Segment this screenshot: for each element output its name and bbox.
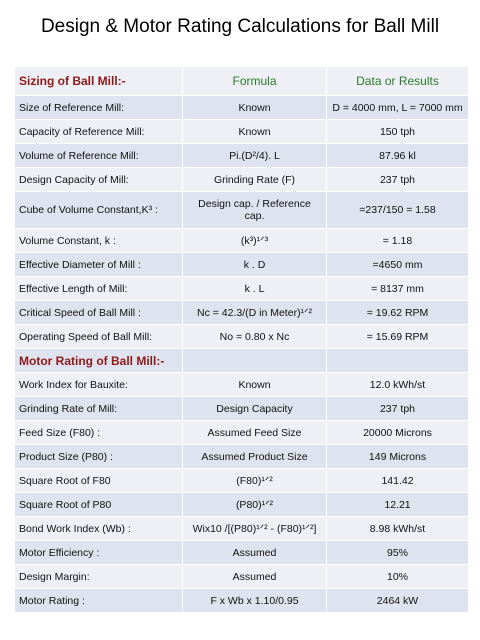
row-label: Motor Efficiency :: [15, 541, 183, 565]
row-label: Square Root of P80: [15, 493, 183, 517]
row-result: 87.96 kl: [327, 144, 469, 168]
row-formula: Design Capacity: [183, 397, 327, 421]
row-result: 141.42: [327, 469, 469, 493]
table-row: [15, 541, 469, 565]
row-label: Design Capacity of Mill:: [15, 168, 183, 192]
table-row: [15, 253, 469, 277]
table-row: [15, 168, 469, 192]
table-row: [15, 120, 469, 144]
row-result: = 1.18: [327, 229, 469, 253]
row-result: 10%: [327, 565, 469, 589]
row-label: Effective Diameter of Mill :: [15, 253, 183, 277]
empty-cell: [183, 349, 327, 373]
row-label: Feed Size (F80) :: [15, 421, 183, 445]
row-label: Product Size (P80) :: [15, 445, 183, 469]
row-formula: Assumed: [183, 565, 327, 589]
row-label: Grinding Rate of Mill:: [15, 397, 183, 421]
row-result: 12.0 kWh/st: [327, 373, 469, 397]
row-formula: k . D: [183, 253, 327, 277]
row-result: 237 tph: [327, 168, 469, 192]
row-formula: Assumed Product Size: [183, 445, 327, 469]
section-header-motor: Motor Rating of Ball Mill:-: [15, 349, 183, 373]
calculation-table: [14, 66, 469, 613]
page-title: Design & Motor Rating Calculations for Ball Mill: [40, 16, 440, 37]
row-label: Capacity of Reference Mill:: [15, 120, 183, 144]
row-formula: Assumed: [183, 541, 327, 565]
table-row: [15, 589, 469, 613]
result-column-header: Data or Results: [327, 67, 469, 96]
empty-cell: [327, 349, 469, 373]
row-formula: F x Wb x 1.10/0.95: [183, 589, 327, 613]
row-formula: Wix10 /[(P80)¹ᐟ² - (F80)¹ᐟ²]: [183, 517, 327, 541]
row-result: = 19.62 RPM: [327, 301, 469, 325]
row-label: Motor Rating :: [15, 589, 183, 613]
row-result: 150 tph: [327, 120, 469, 144]
table-row: [15, 517, 469, 541]
table-row: [15, 229, 469, 253]
row-label: Square Root of F80: [15, 469, 183, 493]
row-label: Size of Reference Mill:: [15, 96, 183, 120]
table-row: [15, 469, 469, 493]
row-formula: Design cap. / Reference cap.: [183, 192, 327, 229]
row-label: Design Margin:: [15, 565, 183, 589]
row-formula: Assumed Feed Size: [183, 421, 327, 445]
row-formula: Known: [183, 96, 327, 120]
row-label: Effective Length of Mill:: [15, 277, 183, 301]
row-formula: No = 0.80 x Nc: [183, 325, 327, 349]
row-result: 8.98 kWh/st: [327, 517, 469, 541]
row-label: Volume Constant, k :: [15, 229, 183, 253]
row-result: D = 4000 mm, L = 7000 mm: [327, 96, 469, 120]
row-formula: (k³)¹ᐟ³: [183, 229, 327, 253]
row-result: 20000 Microns: [327, 421, 469, 445]
row-result: 12.21: [327, 493, 469, 517]
row-label: Volume of Reference Mill:: [15, 144, 183, 168]
row-formula: k . L: [183, 277, 327, 301]
table-row: [15, 325, 469, 349]
row-formula: Nc = 42.3/(D in Meter)¹ᐟ²: [183, 301, 327, 325]
table-row: [15, 565, 469, 589]
row-result: 149 Microns: [327, 445, 469, 469]
row-label: Critical Speed of Ball Mill :: [15, 301, 183, 325]
row-result: = 15.69 RPM: [327, 325, 469, 349]
row-formula: (F80)¹ᐟ²: [183, 469, 327, 493]
header-row: [15, 67, 469, 96]
table-row: [15, 373, 469, 397]
table-row: [15, 192, 469, 229]
formula-column-header: Formula: [183, 67, 327, 96]
table-row: [15, 421, 469, 445]
row-result: =4650 mm: [327, 253, 469, 277]
row-formula: Known: [183, 120, 327, 144]
row-formula: Pi.(D²/4). L: [183, 144, 327, 168]
row-label: Operating Speed of Ball Mill:: [15, 325, 183, 349]
row-result: = 8137 mm: [327, 277, 469, 301]
table-row: [15, 301, 469, 325]
row-label: Bond Work Index (Wb) :: [15, 517, 183, 541]
table-row: [15, 277, 469, 301]
row-label: Cube of Volume Constant,K³ :: [15, 192, 183, 229]
table-row: [15, 144, 469, 168]
table-row: [15, 397, 469, 421]
table-row: [15, 493, 469, 517]
row-formula: Known: [183, 373, 327, 397]
row-result: =237/150 = 1.58: [327, 192, 469, 229]
table-row: [15, 96, 469, 120]
row-result: 95%: [327, 541, 469, 565]
row-label: Work Index for Bauxite:: [15, 373, 183, 397]
section-header-sizing: Sizing of Ball Mill:-: [15, 67, 183, 96]
row-formula: (P80)¹ᐟ²: [183, 493, 327, 517]
row-result: 237 tph: [327, 397, 469, 421]
table-body: [15, 67, 469, 613]
row-formula: Grinding Rate (F): [183, 168, 327, 192]
motor-section-row: [15, 349, 469, 373]
table-row: [15, 445, 469, 469]
row-result: 2464 kW: [327, 589, 469, 613]
